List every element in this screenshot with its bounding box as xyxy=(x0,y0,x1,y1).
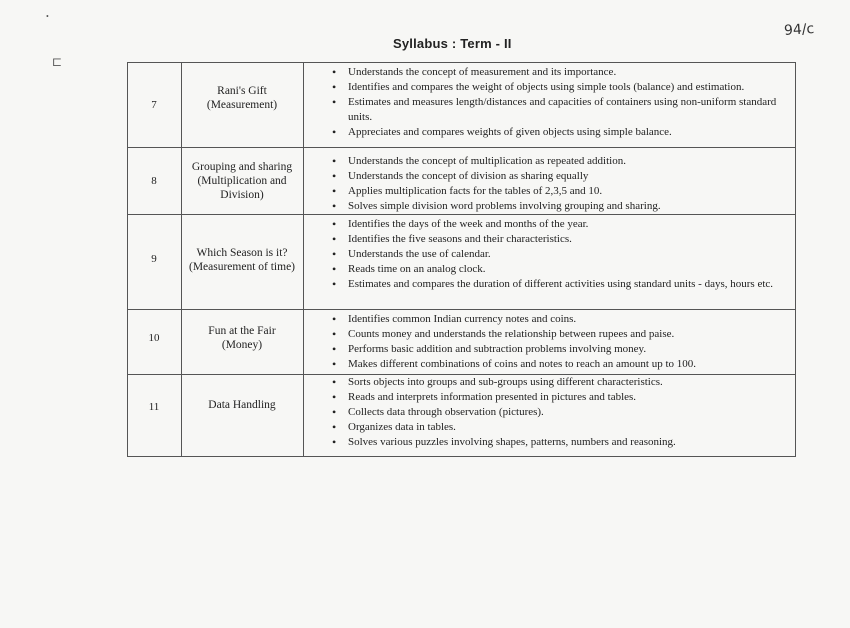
unit-title xyxy=(181,84,303,112)
list-item: • Reads time on an analog clock. xyxy=(332,262,792,277)
objectives-list xyxy=(332,217,792,292)
list-item: • Applies multiplication facts for the tables of 2,3,5 and 10. xyxy=(332,184,792,199)
list-item: • Understands the concept of multiplication as repeated addition. xyxy=(332,154,792,169)
table-row xyxy=(127,147,796,215)
row-number: 11 xyxy=(148,401,160,413)
unit-topic: (Multiplication and xyxy=(197,175,287,187)
list-item: • Estimates and measures length/distances and capacities of containers using non-uniform standard units. xyxy=(332,95,792,125)
list-item: • Counts money and understands the relationship between rupees and paise. xyxy=(332,327,792,342)
table-row xyxy=(127,214,796,310)
list-item: • Identifies and compares the weight of objects using simple tools (balance) and estimation. xyxy=(332,80,792,95)
row-number: 7 xyxy=(151,99,157,111)
list-item: • Identifies common Indian currency notes and coins. xyxy=(332,312,792,327)
unit-name: Rani's Gift xyxy=(217,85,267,97)
objectives-list xyxy=(332,154,792,214)
syllabus-table xyxy=(127,62,796,456)
list-item: • Reads and interprets information presented in pictures and tables. xyxy=(332,390,792,405)
table-row xyxy=(127,374,796,457)
objectives-list xyxy=(332,65,792,140)
list-item: • Estimates and compares the duration of different activities using standard units - days, hours etc. xyxy=(332,277,792,292)
list-item: • Understands the use of calendar. xyxy=(332,247,792,262)
unit-name: Data Handling xyxy=(208,399,276,411)
unit-title xyxy=(181,246,303,274)
list-item: • Organizes data in tables. xyxy=(332,420,792,435)
margin-dot-mark: • xyxy=(46,12,49,21)
page-title: Syllabus : Term - II xyxy=(393,36,512,51)
list-item: • Identifies the days of the week and months of the year. xyxy=(332,217,792,232)
list-item: • Understands the concept of measurement and its importance. xyxy=(332,65,792,80)
list-item: • Collects data through observation (pictures). xyxy=(332,405,792,420)
unit-topic: (Measurement of time) xyxy=(188,261,295,273)
unit-title xyxy=(181,160,303,202)
unit-title xyxy=(181,324,303,352)
list-item: • Sorts objects into groups and sub-groups using different characteristics. xyxy=(332,375,792,390)
objectives-list xyxy=(332,375,792,450)
objectives-list xyxy=(332,312,792,372)
table-row xyxy=(127,62,796,148)
unit-topic-cont: Division) xyxy=(220,189,264,201)
list-item: • Makes different combinations of coins and notes to reach an amount up to 100. xyxy=(332,357,792,372)
unit-title xyxy=(181,398,303,412)
list-item: • Performs basic addition and subtraction problems involving money. xyxy=(332,342,792,357)
page-number-mark: 94/c xyxy=(783,20,815,40)
unit-topic: (Measurement) xyxy=(206,99,278,111)
table-row xyxy=(127,309,796,375)
list-item: • Understands the concept of division as sharing equally xyxy=(332,169,792,184)
unit-name: Which Season is it? xyxy=(196,247,288,259)
list-item: • Identifies the five seasons and their characteristics. xyxy=(332,232,792,247)
row-number: 10 xyxy=(148,332,160,344)
list-item: • Appreciates and compares weights of given objects using simple balance. xyxy=(332,125,792,140)
row-number: 8 xyxy=(151,175,157,187)
unit-name: Fun at the Fair xyxy=(208,325,276,337)
margin-bracket-mark: ⊏ xyxy=(52,55,63,69)
row-number: 9 xyxy=(151,253,157,265)
unit-topic: (Money) xyxy=(221,339,263,351)
list-item: • Solves various puzzles involving shapes, patterns, numbers and reasoning. xyxy=(332,435,792,450)
list-item: • Solves simple division word problems involving grouping and sharing. xyxy=(332,199,792,214)
unit-name: Grouping and sharing xyxy=(191,161,293,173)
